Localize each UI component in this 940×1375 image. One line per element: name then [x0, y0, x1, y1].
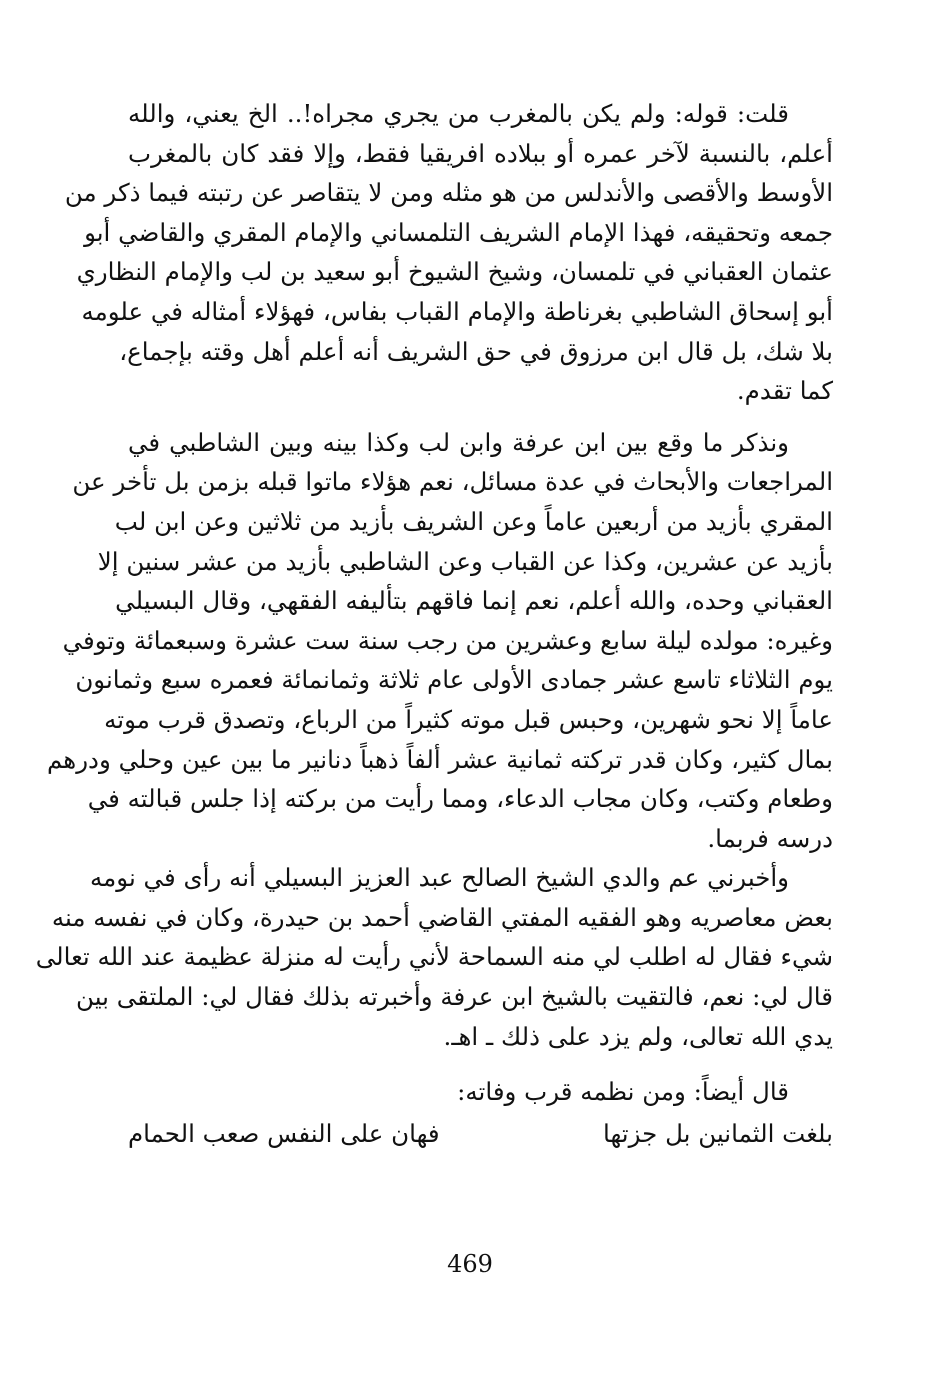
verse-intro: قال أيضاً: ومن نظمه قرب وفاته:: [457, 1077, 789, 1107]
text-line: قلت: قوله: ولم يكن بالمغرب من يجري مجراه!.. الخ يعني، والله: [128, 99, 789, 128]
text-line: وأخبرني عم والدي الشيخ الصالح عبد العزيز البسيلي أنه رأى في نومه: [90, 863, 789, 893]
text-line: الأوسط والأقصى والأندلس من هو مثله ومن لا يتقاصر عن رتبته فيما ذكر من: [64, 178, 833, 208]
paragraph-3: [35, 858, 833, 1056]
text-line: درسه فربما.: [707, 823, 833, 853]
text-line: بمال كثير، وكان قدر تركته ثمانية عشر ألفاً ذهباً دنانير ما بين عين وحلي ودرهم: [47, 744, 833, 774]
text-line: المقري بأزيد من أربعين عاماً وعن الشريف بأزيد من ثلاثين وعن ابن لب: [114, 506, 833, 536]
page-number: 469: [447, 1250, 493, 1278]
text-line: عثمان العقباني في تلمسان، وشيخ الشيوخ أبو سعيد بن لب والإمام النظاري: [76, 257, 833, 287]
text-line: جمعه وتحقيقه، فهذا الإمام الشريف التلمساني والإمام المقري والقاضي أبو: [84, 217, 833, 247]
text-line: بلا شك، بل قال ابن مرزوق في حق الشريف أنه أعلم أهل وقته بإجماع،: [119, 336, 833, 366]
text-line: وغيره: مولده ليلة سابع وعشرين من رجب سنة ست عشرة وسبعمائة وتوفي: [62, 625, 833, 655]
text-line: وطعام وكتب، وكان مجاب الدعاء، ومما رأيت من بركته إذا جلس قبالته في: [87, 784, 833, 814]
text-line: العقباني وحده، والله أعلم، نعم إنما فاقهم بتأليفه الفقهي، وقال البسيلي: [115, 586, 833, 616]
verse-first-hemistich: بلغت الثمانين بل جزتها: [603, 1118, 833, 1148]
text-line: المراجعات والأبحاث في عدة مسائل، نعم هؤلاء ماتوا قبله بزمن بل تأخر عن: [72, 467, 833, 497]
text-line: أبو إسحاق الشاطبي بغرناطة والإمام القباب بفاس، فهؤلاء أمثاله في علومه: [81, 296, 833, 326]
text-line: ونذكر ما وقع بين ابن عرفة وابن لب وكذا بينه وبين الشاطبي في: [128, 427, 789, 457]
text-line: بعض معاصريه وهو الفقيه المفتي القاضي أحمد بن حيدرة، وكان في نفسه منه: [51, 902, 833, 932]
verse-second-hemistich: فهان على النفس صعب الحمام: [128, 1118, 440, 1148]
text-line: قال لي: نعم، فالتقيت بالشيخ ابن عرفة وأخبرته بذلك فقال لي: الملتقى بين: [76, 982, 833, 1012]
text-line: عاماً إلا نحو شهرين، وحبس قبل موته كثيراً من الرباع، وتصدق قرب موته: [104, 704, 833, 734]
text-line: يدي الله تعالى، ولم يزد على ذلك ـ اهـ.: [443, 1021, 833, 1051]
paragraph-2: [47, 423, 833, 859]
page-body: [35, 94, 833, 1153]
verse-line: [128, 1114, 833, 1154]
paragraph-1: [64, 94, 833, 411]
text-line: كما تقدم.: [736, 376, 833, 406]
text-line: أعلم، بالنسبة لآخر عمره أو ببلاده افريقيا فقط، وإلا فقد كان بالمغرب: [128, 138, 833, 168]
text-line: يوم الثلاثاء تاسع عشر جمادى الأولى عام ثلاثة وثمانمائة فعمره سبع وثمانون: [75, 665, 833, 695]
text-line: بأزيد عن عشرين، وكذا عن القباب وعن الشاطبي بأزيد من عشر سنين إلا: [97, 546, 833, 576]
text-line: شيء فقال له اطلب لي منه السماحة لأني رأيت له منزلة عظيمة عند الله تعالى: [35, 942, 833, 972]
